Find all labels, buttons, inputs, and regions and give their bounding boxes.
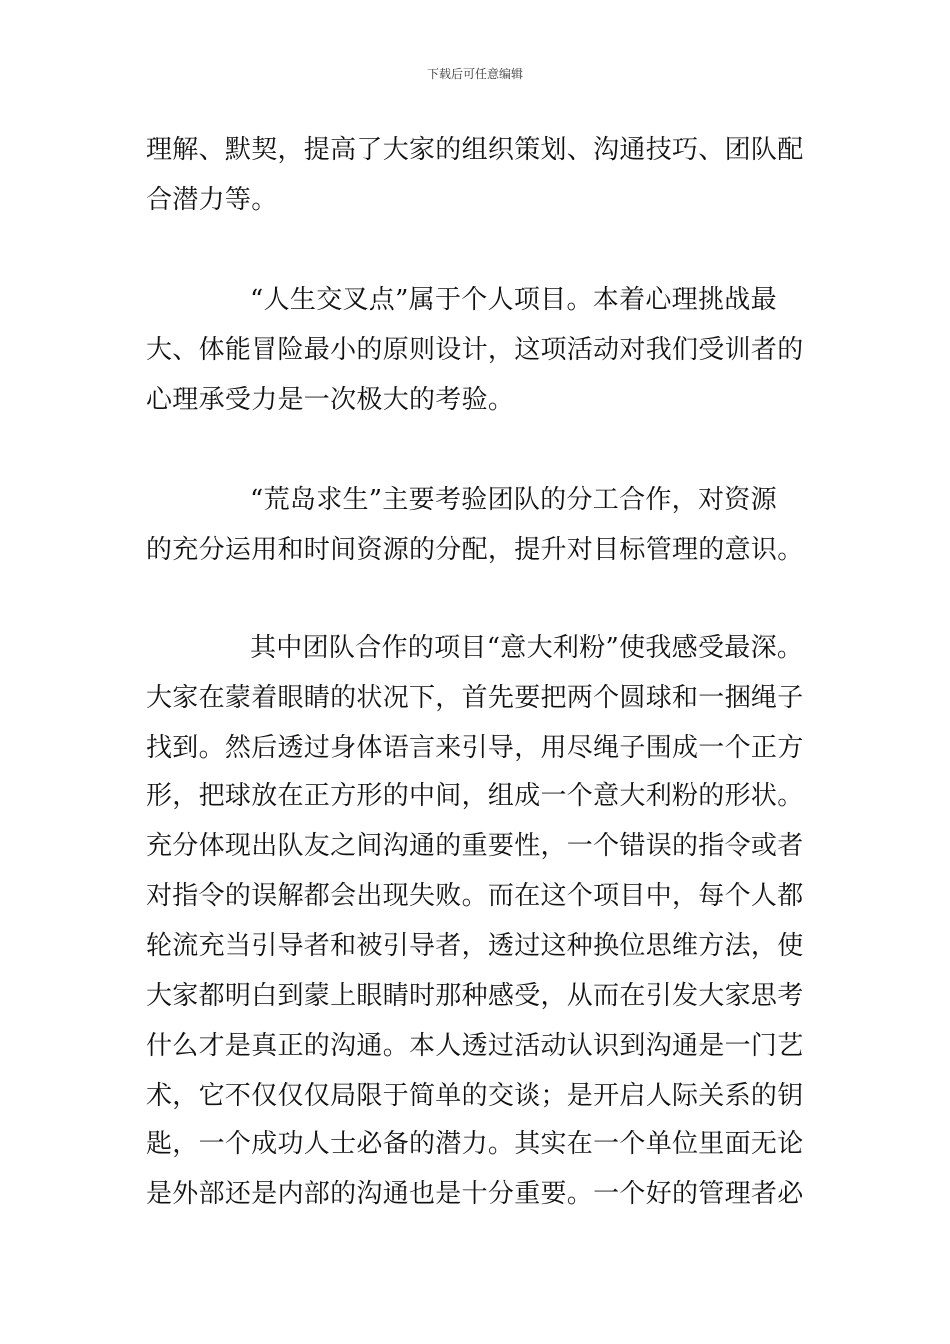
paragraph-3-line-1: “荒岛求生”主要考验团队的分工合作，对资源 bbox=[250, 485, 777, 515]
paragraph-4-line-6: 对指令的误解都会出现失败。而在这个项目中，每个人都 bbox=[146, 881, 804, 911]
paragraph-4-line-11: 匙，一个成功人士必备的潜力。其实在一个单位里面无论 bbox=[146, 1129, 804, 1159]
page-header: 下载后可任意编辑 bbox=[426, 67, 523, 81]
paragraph-4-line-2: 大家在蒙着眼睛的状况下，首先要把两个圆球和一捆绳子 bbox=[146, 683, 804, 713]
paragraph-4-line-4: 形，把球放在正方形的中间，组成一个意大利粉的形状。 bbox=[146, 781, 804, 811]
paragraph-4-line-8: 大家都明白到蒙上眼睛时那种感受，从而在引发大家思考 bbox=[146, 981, 804, 1011]
paragraph-4-line-3: 找到。然后透过身体语言来引导，用尽绳子围成一个正方 bbox=[146, 733, 804, 763]
paragraph-1-line-1: 理解、默契，提高了大家的组织策划、沟通技巧、团队配 bbox=[146, 135, 804, 165]
paragraph-1-line-2: 合潜力等。 bbox=[146, 185, 278, 215]
paragraph-3-line-2: 的充分运用和时间资源的分配，提升对目标管理的意识。 bbox=[146, 535, 804, 565]
paragraph-2-line-2: 大、体能冒险最小的原则设计，这项活动对我们受训者的 bbox=[146, 335, 804, 365]
paragraph-2-line-3: 心理承受力是一次极大的考验。 bbox=[146, 385, 515, 415]
paragraph-4-line-7: 轮流充当引导者和被引导者，透过这种换位思维方法，使 bbox=[146, 931, 804, 961]
paragraph-4-line-12: 是外部还是内部的沟通也是十分重要。一个好的管理者必 bbox=[146, 1179, 804, 1209]
paragraph-4-line-10: 术，它不仅仅仅局限于简单的交谈；是开启人际关系的钥 bbox=[146, 1081, 804, 1111]
paragraph-2-line-1: “人生交叉点”属于个人项目。本着心理挑战最 bbox=[250, 285, 777, 315]
paragraph-4-line-5: 充分体现出队友之间沟通的重要性，一个错误的指令或者 bbox=[146, 831, 804, 861]
paragraph-4-line-9: 什么才是真正的沟通。本人透过活动认识到沟通是一门艺 bbox=[146, 1031, 804, 1061]
paragraph-4-line-1: 其中团队合作的项目“意大利粉”使我感受最深。 bbox=[250, 633, 804, 663]
